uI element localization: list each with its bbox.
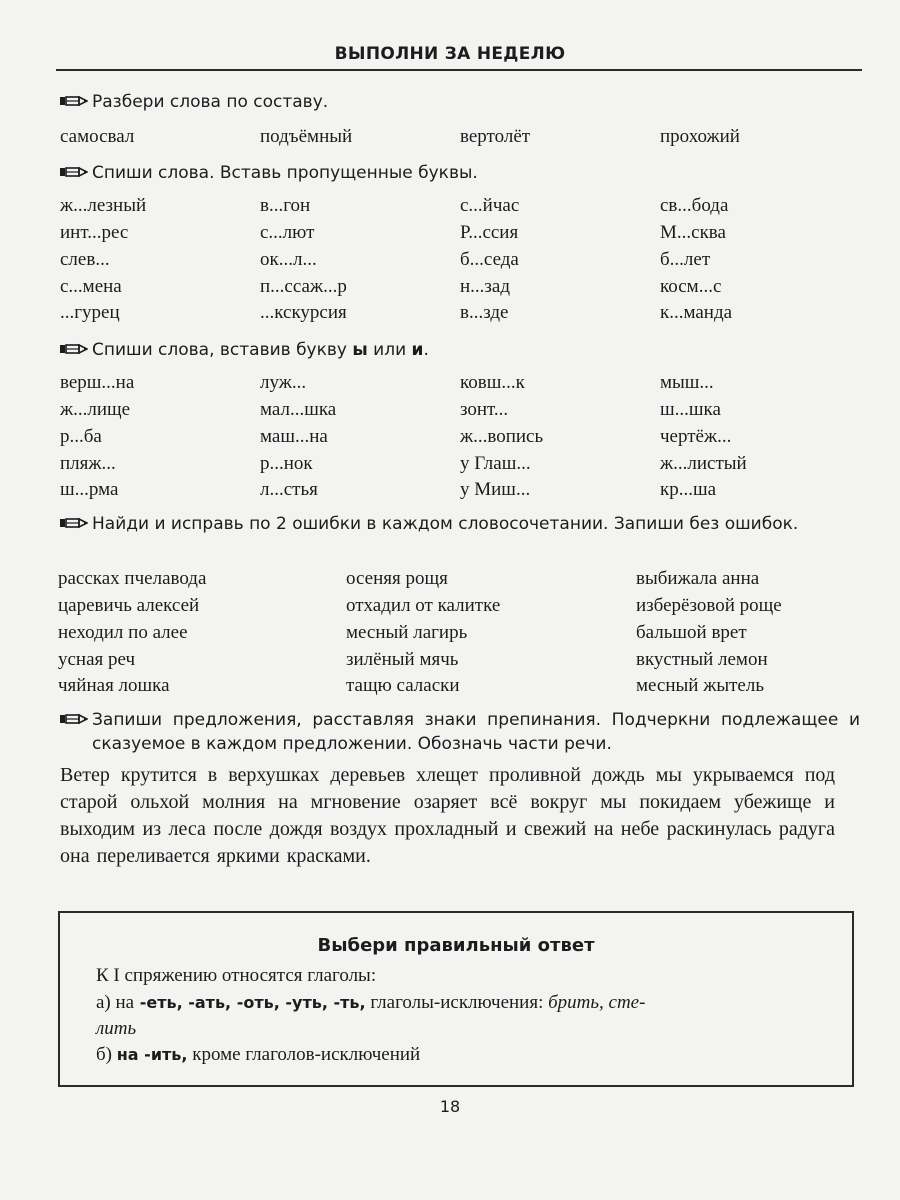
word: с...мена xyxy=(60,276,122,297)
word: М...сква xyxy=(660,222,726,243)
pencil-icon xyxy=(60,343,88,355)
word: ...гурец xyxy=(60,302,120,323)
word: ...кскурсия xyxy=(260,302,347,323)
word: мал...шка xyxy=(260,399,337,420)
word: ковш...к xyxy=(460,372,525,393)
task-2-row xyxy=(0,276,900,303)
phrase: отхадил от калитке xyxy=(346,595,501,616)
word: ш...шка xyxy=(660,399,721,420)
task-2-row xyxy=(0,249,900,276)
word: п...ссаж...р xyxy=(260,276,347,297)
word: самосвал xyxy=(60,126,135,147)
word: инт...рес xyxy=(60,222,129,243)
word: чертёж... xyxy=(660,426,732,447)
pencil-icon xyxy=(60,166,88,178)
phrase: месный жытель xyxy=(636,675,764,696)
word: ж...листый xyxy=(660,453,747,474)
word: Р...ссия xyxy=(460,222,519,243)
word: ж...лище xyxy=(60,399,131,420)
word: к...манда xyxy=(660,302,733,323)
phrase: осеняя рощя xyxy=(346,568,448,589)
word: р...нок xyxy=(260,453,313,474)
task-4-row xyxy=(0,595,900,622)
task-4-instruction: Найди и исправь по 2 ошибки в каждом словосочетании. Запиши без ошибок. xyxy=(60,512,860,536)
task-3-row xyxy=(0,399,900,426)
page-number: 18 xyxy=(439,1097,461,1116)
word: ж...вопись xyxy=(460,426,544,447)
word: ж...лезный xyxy=(60,195,147,216)
word: маш...на xyxy=(260,426,328,447)
task-1-row xyxy=(0,126,900,153)
word: верш...на xyxy=(60,372,135,393)
answer-box-question: К I спряжению относятся глаголы: xyxy=(96,965,377,986)
word: зонт... xyxy=(460,399,509,420)
task-3-row xyxy=(0,453,900,480)
word: подъёмный xyxy=(260,126,353,147)
option-a[interactable]: а) на -еть, -ать, -оть, -уть, -ть, глаголы-исключения: брить, сте- лить xyxy=(96,992,646,1039)
task-1-instruction: Разбери слова по составу. xyxy=(60,90,860,114)
task-2-instruction: Спиши слова. Вставь пропущенные буквы. xyxy=(60,161,860,185)
word: прохожий xyxy=(660,126,740,147)
word: б...седа xyxy=(460,249,519,270)
word: мыш... xyxy=(660,372,714,393)
word: косм...с xyxy=(660,276,722,297)
answer-box xyxy=(58,911,854,1087)
phrase: вкустный лемон xyxy=(636,649,768,670)
task-5-paragraph: Ветер крутится в верхушках деревьев хлещет проливной дождь мы укрываемся под старой ольхой молния на мгновение озаряет всё вокруг мы покидаем убежище и выходим из леса после дождя воздух прохладный и свежий на небе раскинулась радуга она переливается яркими красками. xyxy=(60,764,835,867)
phrase: тащю саласки xyxy=(346,675,460,696)
task-4-row xyxy=(0,675,900,702)
task-5-instruction: Запиши предложения, расставляя знаки препинания. Подчеркни подлежащее и сказуемое в каждом предложении. Обозначь части речи. xyxy=(60,708,860,756)
phrase: выбижала анна xyxy=(636,568,760,589)
task-4-row xyxy=(0,568,900,595)
phrase: зилёный мячь xyxy=(346,649,459,670)
task-4-row xyxy=(0,649,900,676)
word: ш...рма xyxy=(60,479,119,500)
word: р...ба xyxy=(60,426,102,447)
word: в...зде xyxy=(460,302,509,323)
task-3-instruction: Спиши слова, вставив букву ы или и. xyxy=(60,338,860,362)
word: ок...л... xyxy=(260,249,317,270)
phrase: усная реч xyxy=(58,649,136,670)
task-3-row xyxy=(0,372,900,399)
task-3-row xyxy=(0,426,900,453)
letter-y: ы xyxy=(352,340,368,360)
phrase: бальшой врет xyxy=(636,622,747,643)
word: слев... xyxy=(60,249,110,270)
word: в...гон xyxy=(260,195,311,216)
word: у Миш... xyxy=(460,479,531,500)
word: кр...ша xyxy=(660,479,717,500)
word: вертолёт xyxy=(460,126,531,147)
word: пляж... xyxy=(60,453,116,474)
pencil-icon xyxy=(60,517,88,529)
phrase: царевичь алексей xyxy=(58,595,200,616)
phrase: чяйная лошка xyxy=(58,675,170,696)
letter-i: и xyxy=(411,340,424,360)
task-2-row xyxy=(0,222,900,249)
word: н...зад xyxy=(460,276,511,297)
pencil-icon xyxy=(60,95,88,107)
option-b[interactable]: б) на -ить, кроме глаголов-исключений xyxy=(96,1044,421,1065)
task-4-row xyxy=(0,622,900,649)
word: с...йчас xyxy=(460,195,520,216)
phrase: изберёзовой роще xyxy=(636,595,782,616)
word: л...стья xyxy=(260,479,318,500)
page-title: ВЫПОЛНИ ЗА НЕДЕЛЮ xyxy=(334,44,566,64)
task-3-row xyxy=(0,479,900,506)
word: луж... xyxy=(260,372,307,393)
phrase: рассках пчелавода xyxy=(58,568,207,589)
word: б...лет xyxy=(660,249,711,270)
word: св...бода xyxy=(660,195,729,216)
answer-box-title: Выбери правильный ответ xyxy=(317,935,595,956)
phrase: месный лагирь xyxy=(346,622,468,643)
word: у Глаш... xyxy=(460,453,531,474)
word: с...лют xyxy=(260,222,315,243)
task-2-row xyxy=(0,302,900,329)
title-divider xyxy=(56,69,862,71)
task-2-row xyxy=(0,195,900,222)
phrase: неходил по алее xyxy=(58,622,188,643)
pencil-icon xyxy=(60,713,88,725)
